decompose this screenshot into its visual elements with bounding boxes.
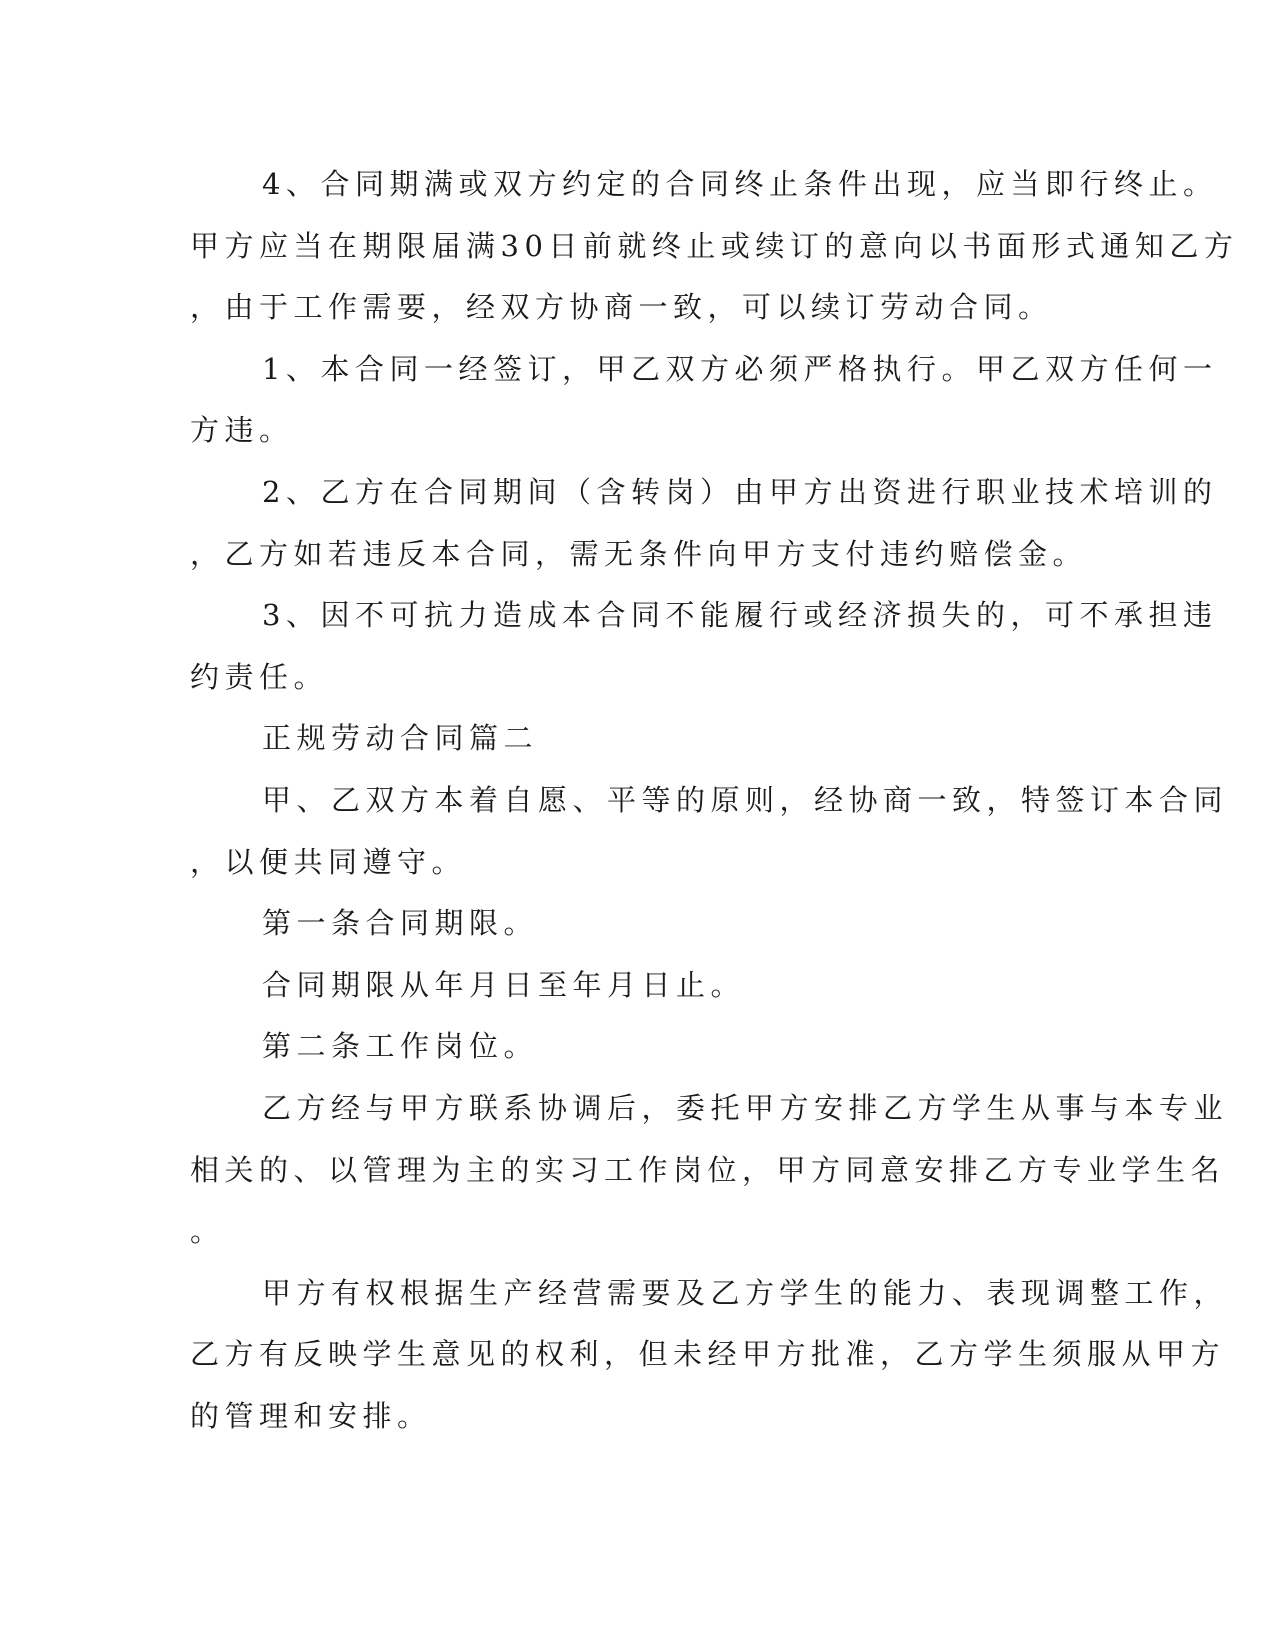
article-heading: 第一条合同期限。 bbox=[262, 906, 539, 941]
text-line: 方违。 bbox=[190, 413, 294, 448]
text-line: 约责任。 bbox=[190, 659, 329, 694]
text-line: 2、乙方在合同期间（含转岗）由甲方出资进行职业技术培训的 bbox=[262, 474, 1218, 509]
text-line: ，由于工作需要，经双方协商一致，可以续订劳动合同。 bbox=[190, 290, 1053, 325]
text-line: 相关的、以管理为主的实习工作岗位，甲方同意安排乙方专业学生名 bbox=[190, 1152, 1226, 1187]
document-body bbox=[190, 154, 1239, 1447]
text-line: 甲方有权根据生产经营需要及乙方学生的能力、表现调整工作， bbox=[262, 1275, 1229, 1310]
text-line: 4、合同期满或双方约定的合同终止条件出现，应当即行终止。 bbox=[262, 167, 1218, 201]
text-line: 3、因不可抗力造成本合同不能履行或经济损失的，可不承担违 bbox=[262, 598, 1218, 633]
text-line: 甲方应当在期限届满30日前就终止或续订的意向以书面形式通知乙方 bbox=[190, 228, 1239, 263]
text-line: 1、本合同一经签订，甲乙双方必须严格执行。甲乙双方任何一 bbox=[262, 351, 1218, 386]
text-line: ，以便共同遵守。 bbox=[190, 844, 467, 879]
text-line: 合同期限从年月日至年月日止。 bbox=[262, 967, 746, 1002]
text-line: 的管理和安排。 bbox=[190, 1398, 432, 1433]
text-line: 甲、乙双方本着自愿、平等的原则，经协商一致，特签订本合同 bbox=[262, 782, 1229, 817]
text-line: ，乙方如若违反本合同，需无条件向甲方支付违约赔偿金。 bbox=[190, 536, 1088, 571]
text-line: 。 bbox=[190, 1214, 225, 1249]
text-line: 乙方有反映学生意见的权利，但未经甲方批准，乙方学生须服从甲方 bbox=[190, 1337, 1226, 1372]
article-heading: 第二条工作岗位。 bbox=[262, 1029, 539, 1064]
section-heading: 正规劳动合同篇二 bbox=[262, 721, 539, 756]
text-line: 乙方经与甲方联系协调后，委托甲方安排乙方学生从事与本专业 bbox=[262, 1090, 1229, 1125]
